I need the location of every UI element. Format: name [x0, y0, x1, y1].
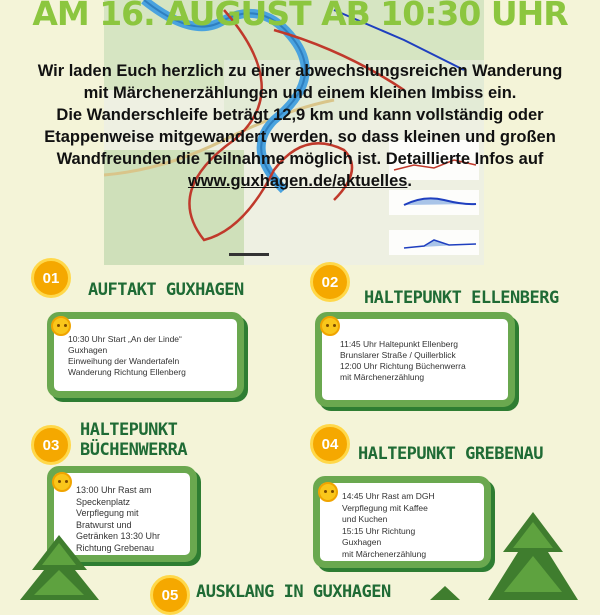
tree-icon: [430, 586, 460, 600]
station-03-line-6: Richtung Grebenau: [76, 542, 155, 553]
tree-icon: [478, 512, 588, 600]
station-03-title-line-1: HALTEPUNKT: [80, 420, 178, 440]
station-03-line-4: Bratwurst und: [76, 519, 132, 530]
station-03-title-line-2: BÜCHENWERRA: [80, 440, 188, 460]
station-03-line-1: 13:00 Uhr Rast am: [76, 485, 152, 495]
info-link[interactable]: www.guxhagen.de/aktuelles: [187, 172, 408, 190]
station-01-line-1: 10:30 Uhr Start „An der Linde“: [68, 334, 182, 344]
sun-emoji-icon: [318, 482, 338, 502]
station-04-line-2: Verpflegung mit Kaffee: [342, 502, 428, 513]
intro-line-2: mit Märchenerzählungen und einem kleinen Imbiss ein.: [83, 84, 517, 102]
station-04-badge: 04: [310, 424, 350, 464]
tree-icon: [12, 535, 107, 600]
station-01-line-4: Wanderung Richtung Ellenberg: [68, 367, 186, 377]
intro-line-1: Wir laden Euch herzlich zu einer abwechslungsreichen Wanderung: [37, 62, 563, 80]
station-01-line-2: Guxhagen: [68, 345, 108, 355]
sun-emoji-icon: [51, 316, 71, 336]
station-01-card: [47, 312, 244, 398]
event-date-title: AM 16. AUGUST AB 10:30 UHR: [32, 0, 568, 33]
station-03-line-2: Speckenplatz: [76, 496, 131, 507]
station-05-badge: 05: [150, 575, 190, 615]
station-04-line-1: 14:45 Uhr Rast am DGH: [342, 491, 435, 501]
sun-emoji-icon: [52, 472, 72, 492]
station-03-badge: 03: [31, 425, 71, 465]
station-01-line-3: Einweihung der Wandertafeln: [68, 356, 180, 366]
station-02-card: [315, 312, 515, 407]
intro-line-5: Wandfreunden die Teilnahme möglich ist. Detaillierte Infos auf: [56, 150, 544, 168]
station-05-title: AUSKLANG IN GUXHAGEN: [196, 582, 391, 602]
intro-line-4: Etappenweise mitgewandert werden, so dass kleinen und großen: [44, 128, 556, 146]
station-04-line-3: und Kuchen: [342, 514, 388, 524]
intro-line-3: Die Wanderschleife beträgt 12,9 km und kann vollständig oder: [56, 106, 544, 124]
station-04-title: HALTEPUNKT GREBENAU: [358, 444, 543, 464]
station-03-line-5: Getränken 13:30 Uhr: [76, 531, 161, 541]
station-01-badge: 01: [31, 258, 71, 298]
station-02-line-4: mit Märchenerzählung: [340, 372, 425, 382]
station-02-line-1: 11:45 Uhr Haltepunkt Ellenberg: [340, 339, 458, 349]
station-03-title: [80, 420, 187, 460]
intro-text: [10, 60, 590, 192]
station-02-line-3: 12:00 Uhr Richtung Büchenwerra: [340, 361, 466, 371]
station-02-badge: 02: [310, 262, 350, 302]
station-03-line-3: Verpflegung mit: [76, 508, 139, 518]
station-02-line-2: Brunslarer Straße / Quillerblick: [340, 350, 456, 360]
link-period: .: [407, 172, 413, 190]
station-04-card: [313, 476, 491, 568]
station-01-title: AUFTAKT GUXHAGEN: [88, 280, 244, 300]
station-02-title: HALTEPUNKT ELLENBERG: [364, 288, 559, 308]
station-04-line-4: 15:15 Uhr Richtung: [342, 525, 416, 536]
station-04-line-6: mit Märchenerzählung: [342, 548, 427, 559]
sun-emoji-icon: [320, 316, 340, 336]
station-04-line-5: Guxhagen: [342, 537, 382, 547]
